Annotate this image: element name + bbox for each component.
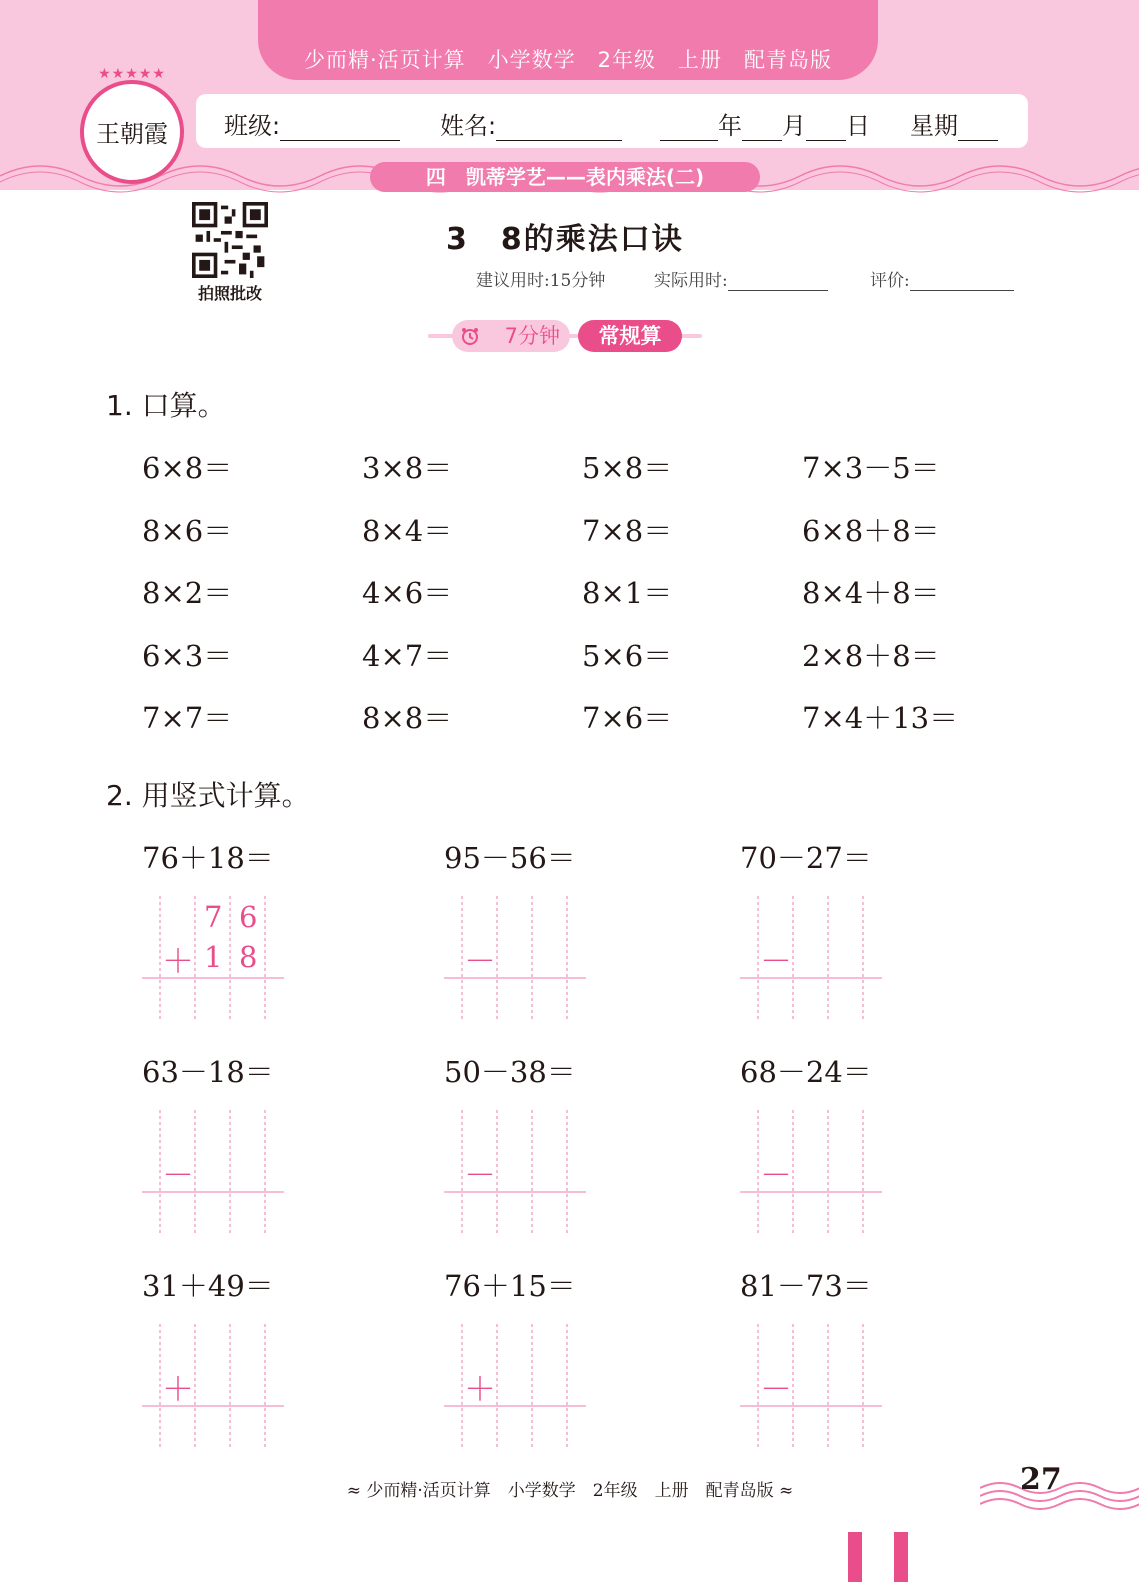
page-edge-tab — [894, 1532, 908, 1582]
vertical-problem-expression: 95－56＝ — [444, 841, 576, 875]
section2-heading: 2. 用竖式计算。 — [106, 779, 310, 812]
weekday-label: 星期 — [910, 112, 958, 140]
weekday-field[interactable] — [910, 106, 998, 141]
operator-sign: － — [464, 942, 497, 980]
actual-time-label: 实际用时: — [654, 271, 728, 291]
page-number: 27 — [1020, 1462, 1062, 1497]
oral-problem: 7×6＝ — [582, 701, 673, 735]
year-label: 年 — [718, 112, 742, 140]
operator-sign: － — [760, 942, 793, 980]
month-blank[interactable] — [742, 118, 782, 141]
example-digit: 1 — [204, 940, 223, 974]
time-pill: 7分钟 — [452, 320, 570, 352]
footer-text: ≈ 少而精·活页计算 小学数学 2年级 上册 配青岛版 ≈ — [346, 1481, 794, 1501]
chapter-banner: 四 凯蒂学艺——表内乘法(二) — [370, 162, 760, 192]
example-digit: 6 — [239, 900, 258, 934]
operator-sign: － — [464, 1156, 497, 1194]
operator-sign: ＋ — [162, 942, 195, 980]
oral-problem: 2×8＋8＝ — [802, 638, 940, 673]
oral-problem: 5×8＝ — [582, 451, 673, 485]
vertical-problem-expression: 81－73＝ — [740, 1269, 872, 1303]
oral-problem: 8×1＝ — [582, 576, 673, 610]
oral-problem: 6×8＝ — [142, 451, 233, 485]
oral-problem: 7×8＝ — [582, 513, 673, 548]
oral-problem: 3×8＝ — [362, 451, 453, 485]
alarm-clock-icon — [460, 326, 480, 346]
oral-problem: 7×7＝ — [142, 701, 233, 735]
logo-stars: ★★★★★ — [98, 66, 166, 82]
example-digit: 8 — [239, 940, 258, 974]
name-field[interactable] — [440, 106, 622, 141]
vertical-problem-expression: 70－27＝ — [740, 841, 872, 875]
day-blank[interactable] — [806, 118, 846, 141]
month-label: 月 — [782, 112, 806, 140]
actual-time-blank[interactable] — [728, 272, 828, 291]
vertical-problem-expression: 76＋15＝ — [444, 1269, 576, 1303]
operator-sign: － — [162, 1156, 195, 1194]
vertical-problem-expression: 63－18＝ — [142, 1055, 274, 1089]
weekday-blank[interactable] — [958, 118, 998, 141]
section1-heading: 1. 口算。 — [106, 389, 226, 422]
oral-problem: 6×3＝ — [142, 638, 233, 673]
practice-type-pill: 常规算 — [578, 320, 682, 352]
date-field[interactable] — [660, 106, 870, 141]
operator-sign: ＋ — [464, 1370, 497, 1408]
oral-problem: 8×4＋8＝ — [802, 576, 940, 610]
actual-time-field[interactable] — [654, 266, 828, 291]
vertical-problem-expression: 68－24＝ — [740, 1055, 872, 1089]
oral-problem: 8×2＝ — [142, 576, 233, 610]
operator-sign: － — [760, 1156, 793, 1194]
oral-problem: 7×4＋13＝ — [802, 701, 959, 735]
year-blank[interactable] — [660, 118, 718, 141]
vertical-problem-expression: 31＋49＝ — [142, 1269, 274, 1303]
oral-problem: 7×3－5＝ — [802, 451, 940, 485]
day-label: 日 — [846, 112, 870, 140]
operator-sign: － — [760, 1370, 793, 1408]
name-label: 姓名: — [440, 112, 497, 140]
evaluation-field[interactable] — [870, 266, 1014, 291]
evaluation-blank[interactable] — [910, 272, 1014, 291]
lesson-title: 3 8的乘法口诀 — [446, 222, 684, 257]
evaluation-label: 评价: — [870, 271, 910, 291]
operator-sign: ＋ — [162, 1370, 195, 1408]
series-title: 少而精·活页计算 小学数学 2年级 上册 配青岛版 — [303, 48, 833, 72]
oral-problem: 4×7＝ — [362, 638, 453, 673]
class-label: 班级: — [224, 112, 281, 140]
oral-problem: 8×4＝ — [362, 513, 453, 548]
oral-problem: 5×6＝ — [582, 638, 673, 673]
oral-problem: 8×6＝ — [142, 513, 233, 548]
suggested-time: 建议用时:15分钟 — [476, 271, 606, 291]
page-edge-tab — [848, 1532, 862, 1582]
example-digit: 7 — [204, 900, 223, 934]
class-blank[interactable] — [280, 118, 400, 141]
qr-code-icon[interactable] — [192, 202, 268, 278]
vertical-problem-expression: 50－38＝ — [444, 1055, 576, 1089]
class-field[interactable] — [224, 106, 400, 141]
oral-problem: 6×8＋8＝ — [802, 513, 940, 548]
logo-text: 王朝霞 — [96, 120, 168, 148]
vertical-problem-expression: 76＋18＝ — [142, 841, 274, 875]
oral-problem: 4×6＝ — [362, 576, 453, 610]
name-blank[interactable] — [496, 118, 622, 141]
oral-problem: 8×8＝ — [362, 701, 453, 735]
qr-label: 拍照批改 — [197, 284, 262, 303]
